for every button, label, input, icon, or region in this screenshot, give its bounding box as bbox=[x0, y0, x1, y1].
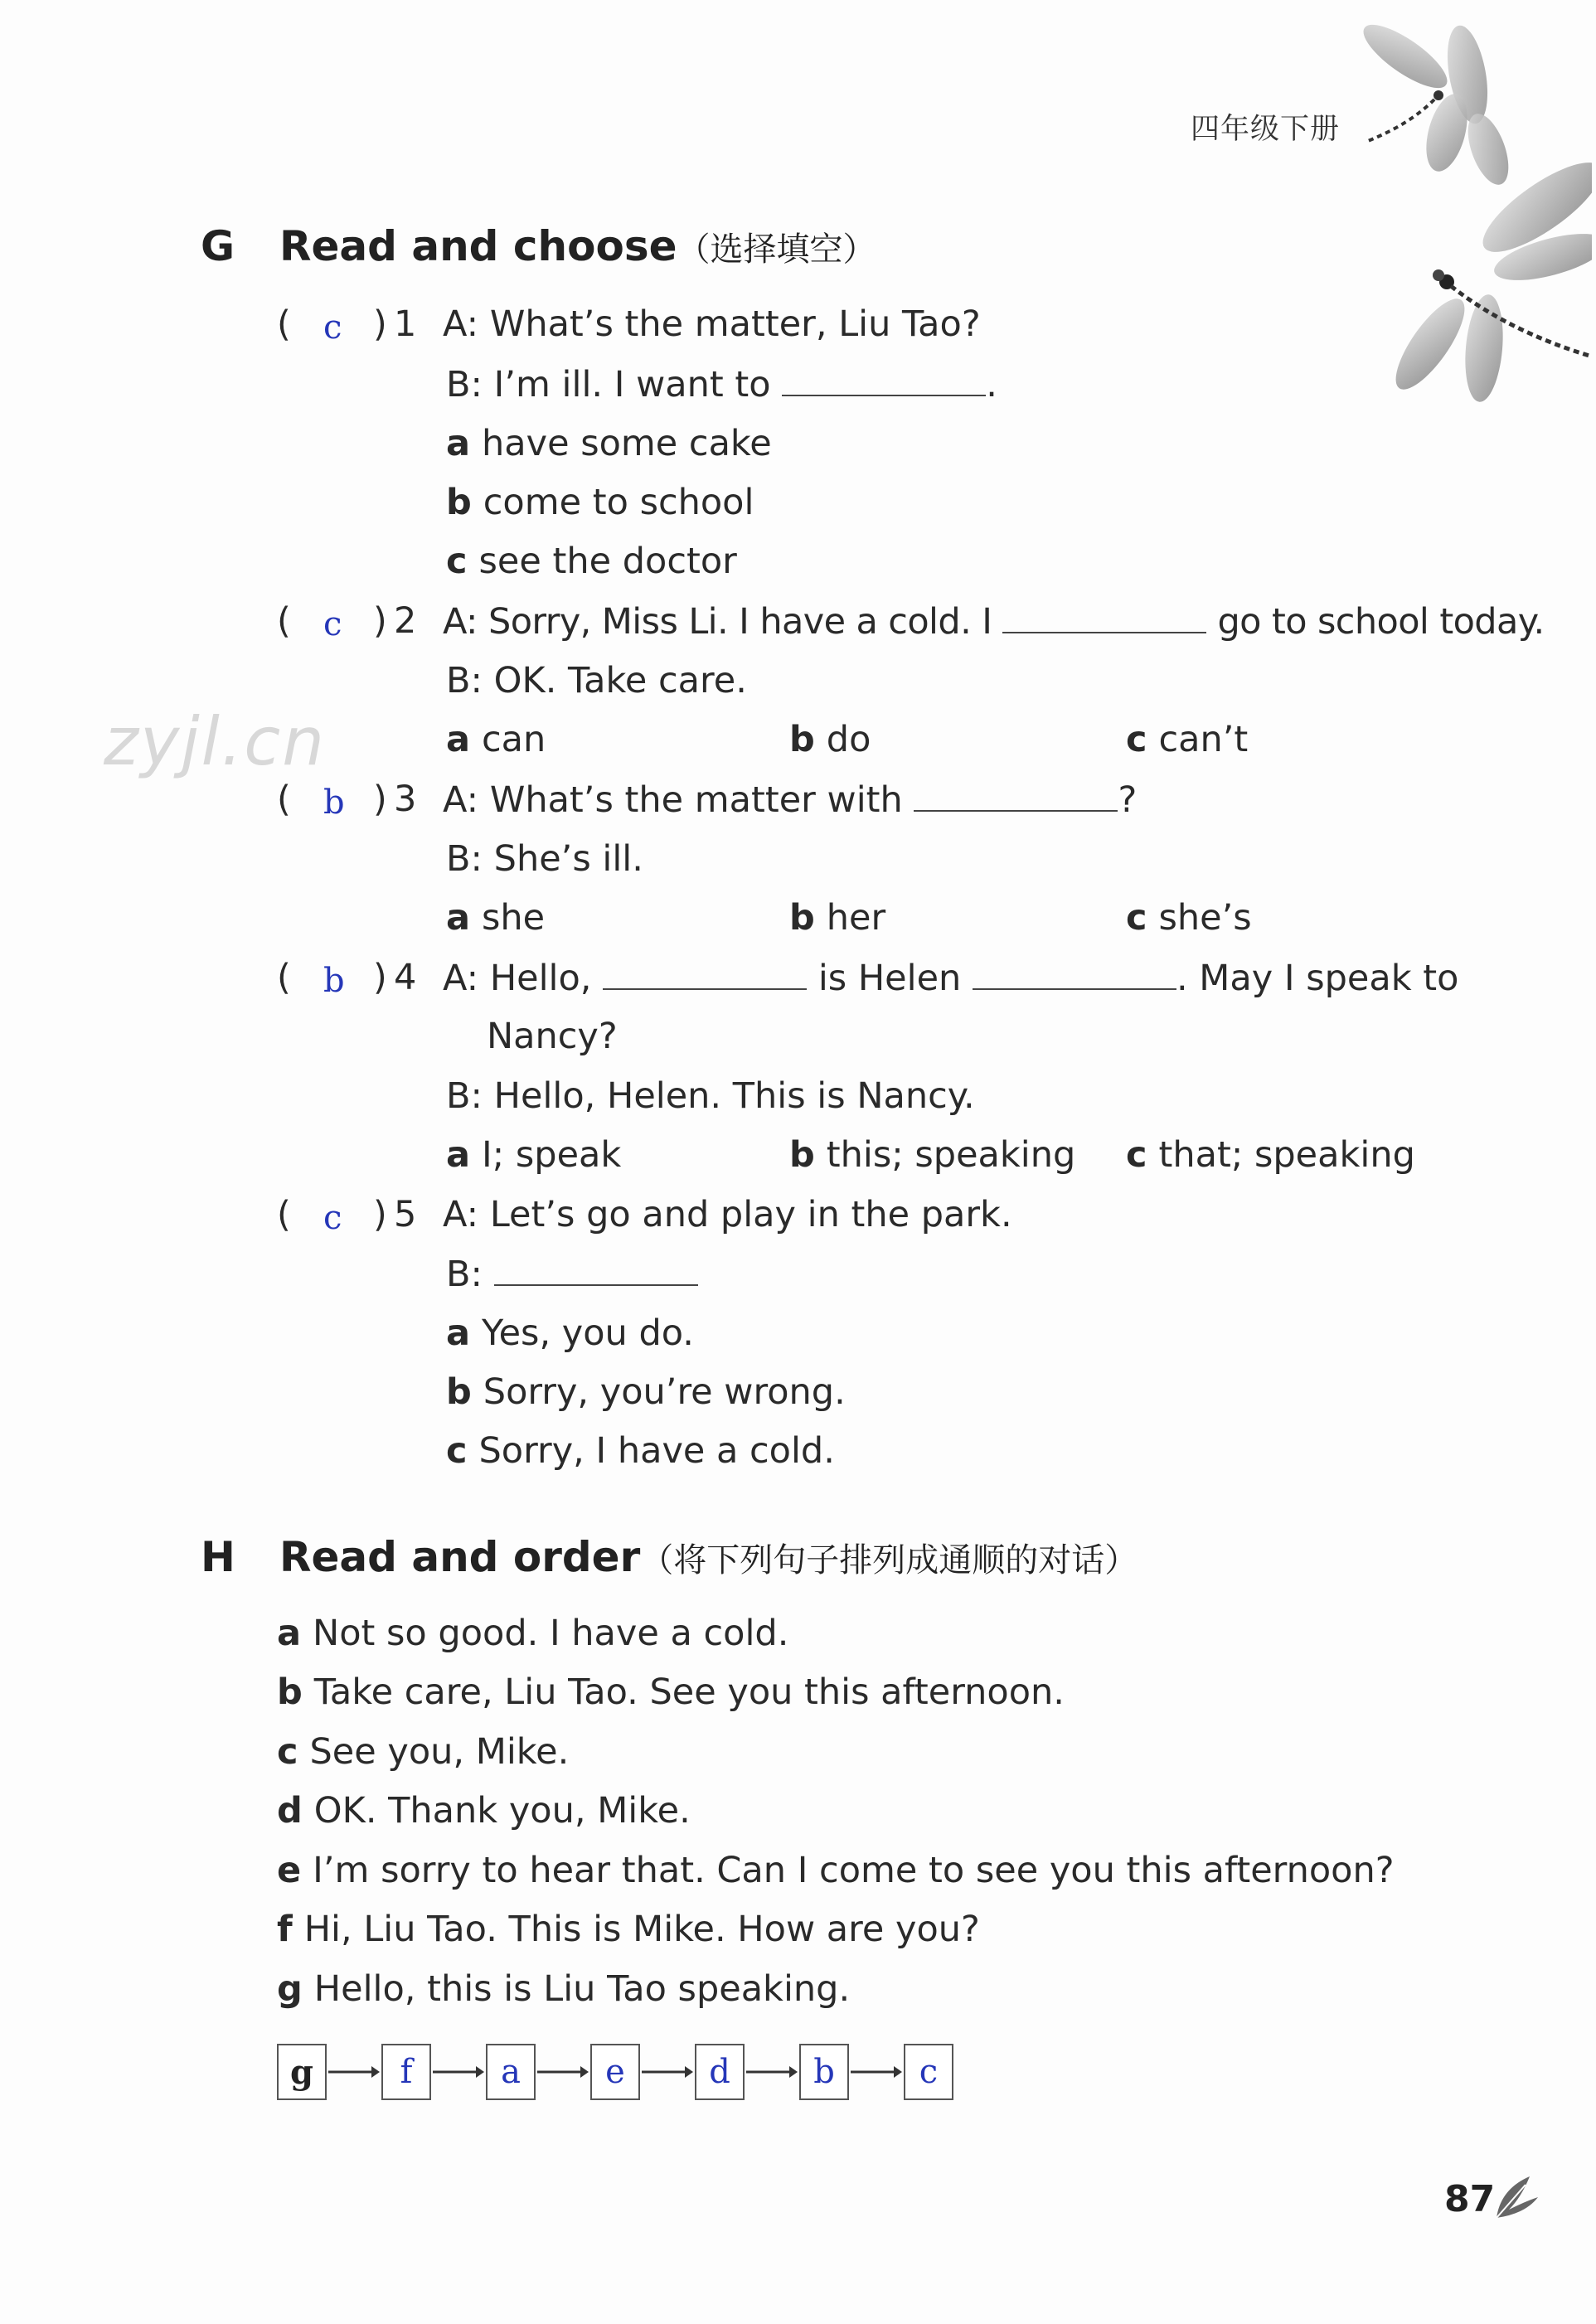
arrow-right-icon bbox=[745, 2062, 799, 2082]
option-text: can’t bbox=[1158, 719, 1249, 760]
q4-line1 bbox=[443, 957, 1458, 999]
q5-answer[interactable]: c bbox=[323, 1199, 342, 1237]
sentence-key: e bbox=[277, 1850, 302, 1891]
q1-line2 bbox=[446, 363, 997, 405]
order-box-2[interactable]: f bbox=[381, 2044, 431, 2100]
q1-line2-end: . bbox=[986, 364, 997, 405]
option-text: do bbox=[826, 719, 871, 760]
option-text: Sorry, you’re wrong. bbox=[483, 1371, 846, 1413]
q4-option-c bbox=[1126, 1134, 1415, 1176]
q1-option-a bbox=[446, 423, 772, 464]
q3-number: 3 bbox=[394, 779, 417, 820]
arrow-right-icon bbox=[849, 2062, 904, 2082]
leaf-icon bbox=[1492, 2172, 1542, 2222]
sentence-key: g bbox=[277, 1968, 303, 2010]
q1-answer[interactable]: c bbox=[323, 308, 342, 347]
q4-paren-open: ( bbox=[277, 957, 291, 998]
q1-option-b bbox=[446, 482, 754, 523]
q4-number: 4 bbox=[394, 957, 417, 998]
option-text: come to school bbox=[483, 482, 754, 523]
q4-line1-a: A: Hello, bbox=[443, 958, 592, 999]
section-h-heading bbox=[279, 1533, 1138, 1581]
option-key: b bbox=[446, 482, 472, 523]
q2-line1-a: A: Sorry, Miss Li. I have a cold. I bbox=[443, 601, 992, 643]
q1-option-c bbox=[446, 541, 737, 582]
q4-option-a bbox=[446, 1134, 621, 1176]
q4-blank-1[interactable] bbox=[603, 957, 807, 990]
q3-blank[interactable] bbox=[914, 779, 1118, 812]
dragonfly-top-icon bbox=[1355, 17, 1516, 190]
arrow-right-icon bbox=[640, 2062, 695, 2082]
h-sentence-d bbox=[277, 1790, 691, 1832]
order-box-6[interactable]: b bbox=[799, 2044, 849, 2100]
q3-paren-close: ) bbox=[373, 779, 387, 820]
q2-blank[interactable] bbox=[1002, 600, 1206, 633]
section-h-subtitle: （将下列句子排列成通顺的对话） bbox=[640, 1541, 1138, 1579]
sentence-text: See you, Mike. bbox=[309, 1731, 570, 1773]
page-number: 87 bbox=[1444, 2178, 1496, 2220]
order-box-3[interactable]: a bbox=[486, 2044, 536, 2100]
q1-line2-text: B: I’m ill. I want to bbox=[446, 364, 771, 405]
q1-paren-open: ( bbox=[277, 303, 291, 345]
q2-line1-b: go to school today. bbox=[1217, 601, 1545, 643]
sentence-key: b bbox=[277, 1671, 303, 1713]
option-key: b bbox=[789, 897, 815, 939]
q3-line2: B: She’s ill. bbox=[446, 838, 643, 880]
q4-option-b bbox=[789, 1134, 1075, 1176]
q5-line2 bbox=[446, 1253, 698, 1295]
h-sentence-b bbox=[277, 1671, 1065, 1713]
h-sentence-a bbox=[277, 1613, 788, 1654]
q4-line2: B: Hello, Helen. This is Nancy. bbox=[446, 1075, 975, 1117]
q4-blank-2[interactable] bbox=[973, 957, 1176, 990]
option-text: that; speaking bbox=[1158, 1134, 1415, 1176]
option-key: a bbox=[446, 719, 471, 760]
option-text: I; speak bbox=[482, 1134, 622, 1176]
option-key: a bbox=[446, 423, 471, 464]
q5-option-b bbox=[446, 1371, 846, 1413]
book-label: 四年级下册 bbox=[1191, 113, 1341, 146]
option-text: this; speaking bbox=[826, 1134, 1076, 1176]
option-key: b bbox=[789, 1134, 815, 1176]
order-box-7[interactable]: c bbox=[904, 2044, 953, 2100]
h-sentence-e bbox=[277, 1850, 1395, 1891]
option-key: c bbox=[1126, 1134, 1147, 1176]
option-key: b bbox=[446, 1371, 472, 1413]
q2-paren-close: ) bbox=[373, 600, 387, 642]
h-sentence-f bbox=[277, 1909, 980, 1950]
option-text: she’s bbox=[1158, 897, 1252, 939]
sentence-key: d bbox=[277, 1790, 303, 1832]
q4-line1-c: . May I speak to bbox=[1176, 958, 1459, 999]
option-key: c bbox=[446, 1430, 468, 1472]
q2-option-c bbox=[1126, 719, 1248, 760]
option-key: c bbox=[1126, 719, 1147, 760]
q4-answer[interactable]: b bbox=[323, 962, 345, 1000]
option-key: a bbox=[446, 1134, 471, 1176]
option-text: she bbox=[482, 897, 546, 939]
sentence-text: Take care, Liu Tao. See you this afternoon. bbox=[313, 1671, 1065, 1713]
h-sentence-g bbox=[277, 1968, 850, 2010]
sentence-key: c bbox=[277, 1731, 298, 1773]
sentence-text: OK. Thank you, Mike. bbox=[313, 1790, 691, 1832]
q4-line1-b: is Helen bbox=[817, 958, 962, 999]
sentence-key: a bbox=[277, 1613, 302, 1654]
section-g-letter: G bbox=[201, 222, 235, 270]
option-key: a bbox=[446, 1312, 471, 1354]
q5-line2-text: B: bbox=[446, 1254, 483, 1295]
option-text: see the doctor bbox=[478, 541, 737, 582]
q2-option-b bbox=[789, 719, 871, 760]
q2-option-a bbox=[446, 719, 546, 760]
sentence-key: f bbox=[277, 1909, 293, 1950]
option-key: c bbox=[1126, 897, 1147, 939]
q5-option-c bbox=[446, 1430, 835, 1472]
sentence-text: Not so good. I have a cold. bbox=[313, 1613, 789, 1654]
q3-answer[interactable]: b bbox=[323, 784, 345, 822]
q3-line1 bbox=[443, 779, 1137, 821]
section-g-heading bbox=[279, 222, 876, 270]
q5-paren-open: ( bbox=[277, 1194, 291, 1235]
option-text: her bbox=[826, 897, 886, 939]
q1-line1: A: What’s the matter, Liu Tao? bbox=[443, 303, 981, 345]
order-box-5[interactable]: d bbox=[695, 2044, 745, 2100]
arrow-right-icon bbox=[327, 2062, 381, 2082]
q2-paren-open: ( bbox=[277, 600, 291, 642]
q2-answer[interactable]: c bbox=[323, 605, 342, 643]
q5-line1: A: Let’s go and play in the park. bbox=[443, 1194, 1012, 1235]
arrow-right-icon bbox=[431, 2062, 486, 2082]
q4-paren-close: ) bbox=[373, 957, 387, 998]
option-key: b bbox=[789, 719, 815, 760]
q5-number: 5 bbox=[394, 1194, 417, 1235]
q3-option-a bbox=[446, 897, 545, 939]
q1-number: 1 bbox=[394, 303, 417, 345]
order-box-1[interactable]: g bbox=[277, 2044, 327, 2100]
q3-line1-b: ? bbox=[1118, 779, 1138, 821]
q5-blank[interactable] bbox=[494, 1253, 698, 1286]
option-text: have some cake bbox=[482, 423, 772, 464]
q2-line1 bbox=[443, 600, 1545, 643]
q5-option-a bbox=[446, 1312, 694, 1354]
dragonfly-illustration bbox=[1343, 17, 1592, 431]
q3-option-b bbox=[789, 897, 885, 939]
option-text: Yes, you do. bbox=[482, 1312, 694, 1354]
watermark: zyjl.cn bbox=[104, 703, 326, 780]
q1-paren-close: ) bbox=[373, 303, 387, 345]
arrow-right-icon bbox=[536, 2062, 590, 2082]
section-h-letter: H bbox=[201, 1533, 235, 1581]
q3-line1-a: A: What’s the matter with bbox=[443, 779, 903, 821]
option-key: a bbox=[446, 897, 471, 939]
q3-paren-open: ( bbox=[277, 779, 291, 820]
section-h-title: Read and order bbox=[279, 1533, 641, 1581]
q1-blank[interactable] bbox=[782, 363, 986, 396]
q2-line2: B: OK. Take care. bbox=[446, 660, 747, 701]
option-key: c bbox=[446, 541, 468, 582]
section-g-subtitle: （选择填空） bbox=[677, 230, 876, 269]
order-answer-row bbox=[277, 2042, 953, 2102]
q4-line1-continued: Nancy? bbox=[487, 1016, 618, 1057]
sentence-text: Hello, this is Liu Tao speaking. bbox=[313, 1968, 851, 2010]
q3-option-c bbox=[1126, 897, 1252, 939]
h-sentence-c bbox=[277, 1731, 569, 1773]
dragonfly-bottom-icon bbox=[1385, 148, 1592, 403]
q5-paren-close: ) bbox=[373, 1194, 387, 1235]
option-text: can bbox=[482, 719, 546, 760]
q2-number: 2 bbox=[394, 600, 417, 642]
option-text: Sorry, I have a cold. bbox=[478, 1430, 835, 1472]
section-g-title: Read and choose bbox=[279, 222, 677, 270]
order-box-4[interactable]: e bbox=[590, 2044, 640, 2100]
sentence-text: I’m sorry to hear that. Can I come to see you this afternoon? bbox=[313, 1850, 1395, 1891]
sentence-text: Hi, Liu Tao. This is Mike. How are you? bbox=[303, 1909, 980, 1950]
